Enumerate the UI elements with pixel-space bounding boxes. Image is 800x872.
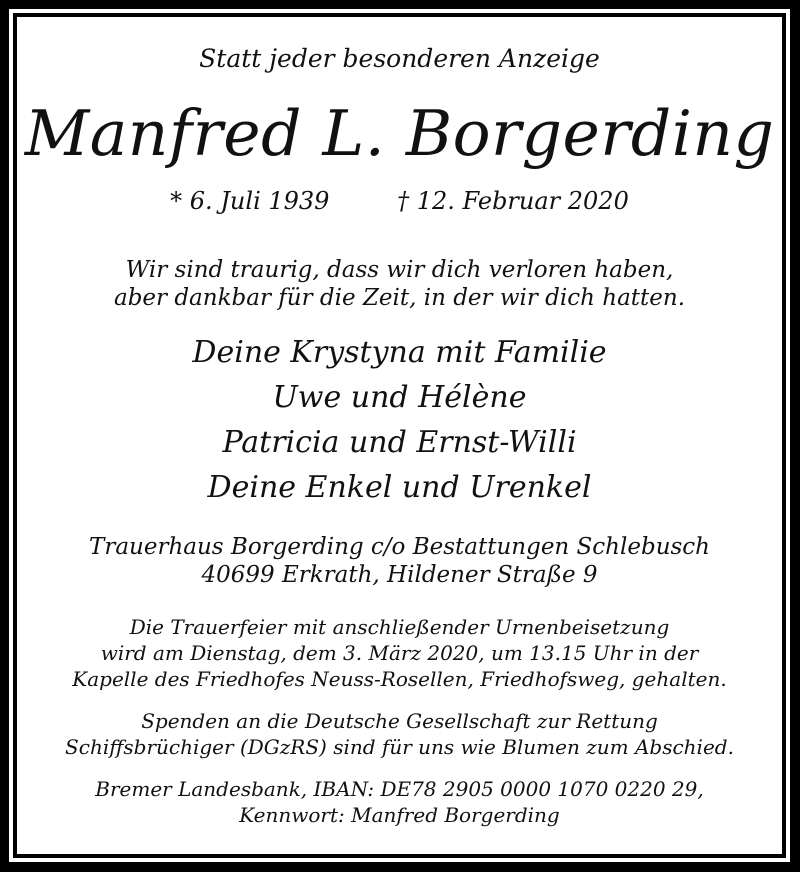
service-line: Kapelle des Friedhofes Neuss-Rosellen, Friedhofsweg, gehalten. (72, 667, 727, 691)
address-line: Trauerhaus Borgerding c/o Bestattungen Schlebusch (89, 534, 710, 560)
deceased-name: Manfred L. Borgerding (24, 97, 775, 170)
quote-line: Wir sind traurig, dass wir dich verloren haben, (125, 257, 674, 283)
outer-border (9, 9, 790, 862)
mourner-line: Patricia und Ernst-Willi (222, 425, 577, 460)
mourner-line: Uwe und Hélène (272, 380, 527, 415)
bank-line: Kennwort: Manfred Borgerding (239, 803, 560, 827)
bank-line: Bremer Landesbank, IBAN: DE78 2905 0000 1070 0220 29, (95, 777, 704, 801)
intro-text: Statt jeder besonderen Anzeige (199, 44, 600, 73)
birth-date: * 6. Juli 1939 (170, 187, 330, 215)
inner-border-frame (13, 13, 786, 858)
service-line: Die Trauerfeier mit anschließender Urnenbeisetzung (129, 615, 670, 639)
address-line: 40699 Erkrath, Hildener Straße 9 (201, 562, 598, 588)
quote-line: aber dankbar für die Zeit, in der wir dich hatten. (113, 285, 686, 311)
life-dates (17, 187, 782, 215)
service-line: wird am Dienstag, dem 3. März 2020, um 13.15 Uhr in der (100, 641, 699, 665)
obituary-notice (17, 17, 782, 854)
donation-line: Spenden an die Deutsche Gesellschaft zur Rettung (141, 709, 658, 733)
death-date: † 12. Februar 2020 (397, 187, 629, 215)
donation-line: Schiffsbrüchiger (DGzRS) sind für uns wie Blumen zum Abschied. (65, 735, 734, 759)
mourner-line: Deine Krystyna mit Familie (192, 335, 607, 370)
mourner-line: Deine Enkel und Urenkel (207, 470, 592, 505)
